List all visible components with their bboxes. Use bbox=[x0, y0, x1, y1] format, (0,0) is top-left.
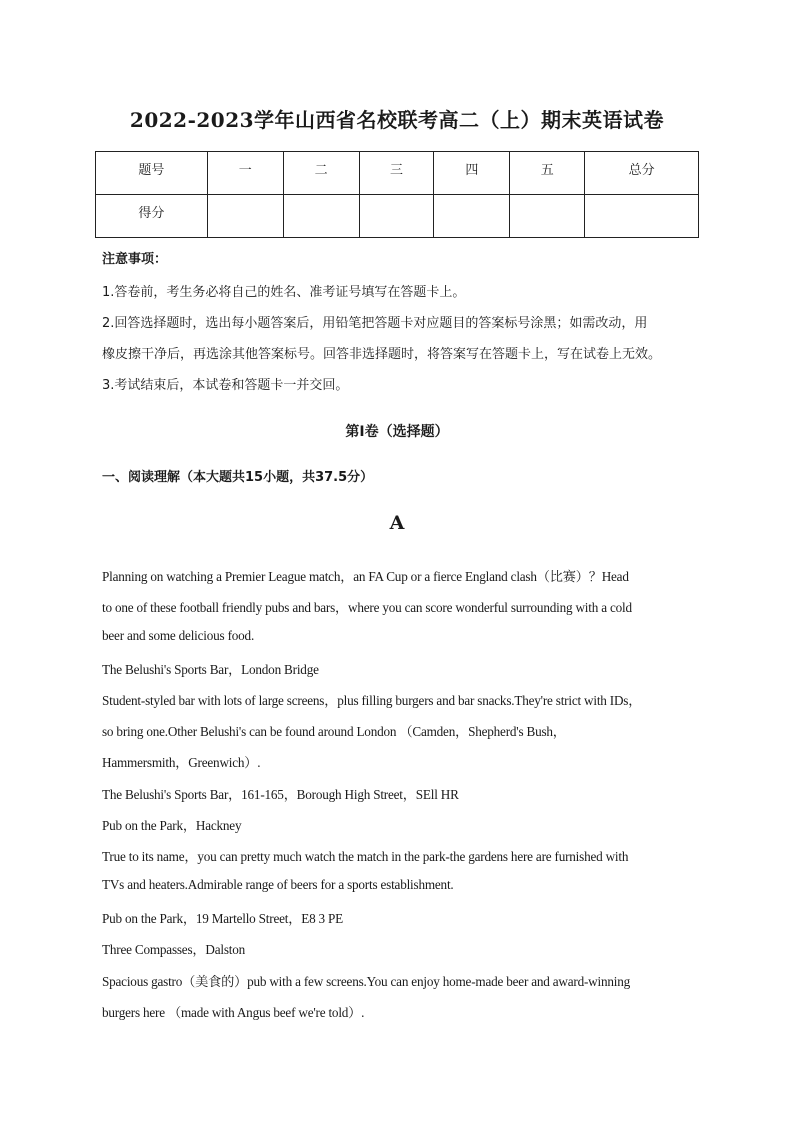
passage-label: A bbox=[389, 512, 405, 534]
score-header-cell: 总分 bbox=[585, 152, 699, 195]
passage-line: The Belushi's Sports Bar，161-165，Borough High Street，SEll HR bbox=[102, 787, 459, 802]
score-table bbox=[95, 151, 699, 238]
passage-line: burgers here （made with Angus beef we're told）. bbox=[102, 1005, 365, 1020]
score-cell bbox=[283, 195, 359, 238]
passage-line: Pub on the Park，19 Martello Street，E8 3 PE bbox=[102, 911, 344, 926]
passage-line: so bring one.Other Belushi's can be found around London （Camden，Shepherd's Bush， bbox=[102, 724, 566, 739]
score-header-cell: 题号 bbox=[96, 152, 208, 195]
passage-line: Spacious gastro（美食的）pub with a few screens.You can enjoy home-made beer and award-winning bbox=[102, 974, 631, 989]
notice-heading: 注意事项： bbox=[102, 252, 168, 267]
notice-line: 1.答卷前，考生务必将自己的姓名、准考证号填写在答题卡上。 bbox=[102, 285, 466, 300]
passage-line: TVs and heaters.Admirable range of beers for a sports establishment. bbox=[102, 877, 454, 892]
exam-title: 2022-2023学年山西省名校联考高二（上）期末英语试卷 bbox=[129, 108, 665, 132]
notice-line: 2.回答选择题时，选出每小题答案后，用铅笔把答题卡对应题目的答案标号涂黑；如需改动，用 bbox=[102, 316, 648, 331]
passage-line: Planning on watching a Premier League match，an FA Cup or a fierce England clash（比赛）？Head bbox=[102, 569, 629, 584]
notice-line: 橡皮擦干净后，再选涂其他答案标号。回答非选择题时，将答案写在答题卡上，写在试卷上无效。 bbox=[102, 347, 662, 362]
score-header-cell: 三 bbox=[359, 152, 434, 195]
score-cell bbox=[207, 195, 283, 238]
score-header-cell: 二 bbox=[283, 152, 359, 195]
score-cell bbox=[434, 195, 510, 238]
score-cell bbox=[585, 195, 699, 238]
passage-line: The Belushi's Sports Bar，London Bridge bbox=[102, 662, 319, 677]
section-title: 第Ⅰ卷（选择题） bbox=[345, 424, 449, 440]
score-header-cell: 五 bbox=[510, 152, 585, 195]
score-table-score-row bbox=[96, 195, 699, 238]
passage-line: Three Compasses，Dalston bbox=[102, 942, 245, 957]
part-heading: 一、阅读理解（本大题共15小题，共37.5分） bbox=[102, 470, 374, 485]
passage-line: beer and some delicious food. bbox=[102, 628, 255, 643]
passage-line: Pub on the Park，Hackney bbox=[102, 818, 242, 833]
score-header-cell: 四 bbox=[434, 152, 510, 195]
passage-line: Student-styled bar with lots of large screens，plus filling burgers and bar snacks.They're strict with IDs， bbox=[102, 693, 642, 708]
passage-line: Hammersmith，Greenwich）. bbox=[102, 755, 261, 770]
score-cell bbox=[510, 195, 585, 238]
notice-line: 3.考试结束后，本试卷和答题卡一并交回。 bbox=[102, 378, 349, 393]
passage-line: True to its name，you can pretty much watch the match in the park-the gardens here are furnished with bbox=[102, 849, 629, 864]
passage-line: to one of these football friendly pubs and bars，where you can score wonderful surrounding with a cold bbox=[102, 600, 632, 615]
score-row-label: 得分 bbox=[96, 195, 208, 238]
score-header-cell: 一 bbox=[207, 152, 283, 195]
score-cell bbox=[359, 195, 434, 238]
score-table-header-row bbox=[96, 152, 699, 195]
